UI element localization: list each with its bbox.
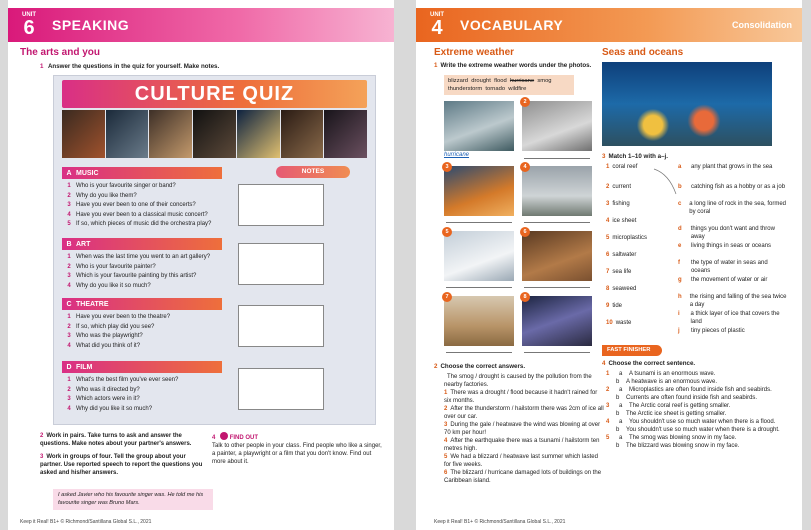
exercise-instruction: Choose the correct sentence. [608, 360, 696, 367]
question: 5 If so, which pieces of music did the orchestra play? [67, 221, 212, 228]
match-definition: catching fish as a hobby or as a job [691, 184, 786, 190]
photo-number: 7 [442, 292, 452, 302]
question: 4 Have you ever been to a classical music concert? [67, 211, 208, 218]
question: 1 What's the best film you've ever seen? [67, 377, 179, 383]
question: 3 Which actors were in it? [67, 396, 140, 403]
word: thunderstorm [448, 86, 483, 93]
category-letter: C [66, 300, 72, 308]
photo-concert [62, 110, 105, 158]
exercise-instruction: Answer the questions in the quiz for yourself. Make notes. [47, 63, 220, 70]
photo-hurricane [444, 101, 514, 151]
unit-badge [14, 12, 44, 38]
word-box [444, 75, 574, 95]
question: 4 What did you think of it? [67, 342, 141, 349]
category-film [62, 361, 222, 373]
art-questions [62, 253, 237, 291]
sentence: 5 We had a blizzard / heatwave last summer which lasted for five weeks. [444, 453, 598, 468]
question: 1 When was the last time you went to an art gallery? [67, 254, 211, 260]
question: 1 Have you ever been to the theatre? [67, 314, 171, 320]
sentence-option[interactable]: The smog was blowing snow in my face. [629, 434, 737, 441]
sentence-option[interactable]: The blizzard was blowing snow in my face. [626, 442, 740, 449]
exercise-number: 3 [602, 153, 606, 160]
match-right-column: a any plant that grows in the sea b catching fish as a hobby or as a job c a long line of rock in the sea, formed by coral d things you don't want and throw away e living things in seas or oceans f the type of water in seas and oceans g the movement of water or air h the rising and falling of the sea twice a day i a thick layer of ice that covers the land j tiny pieces of plastic [678, 164, 788, 340]
photo-theatre [281, 110, 324, 158]
notes-box-art[interactable] [238, 243, 324, 285]
sentence: The smog / drought is caused by the pollution from the nearby factories. [444, 374, 592, 388]
answer-line[interactable] [446, 222, 512, 223]
exercise-3 [40, 453, 208, 477]
category-letter: D [66, 363, 72, 371]
match-term: fishing [612, 201, 630, 207]
photo-film [324, 110, 367, 158]
magnifier-icon [220, 432, 228, 440]
find-out-label: FIND OUT [229, 435, 259, 441]
sentence-option[interactable]: The Arctic coral reef is getting smaller. [629, 402, 731, 409]
word: drought [471, 78, 491, 84]
left-page [8, 0, 394, 530]
photo-coral-reef [602, 62, 772, 146]
question: 2 If so, which play did you see? [67, 323, 155, 330]
exercise-number: 1 [40, 63, 44, 70]
right-page [416, 0, 802, 530]
notes-box-theatre[interactable] [238, 305, 324, 347]
photo-painting [237, 110, 280, 158]
question: 3 Have you ever been to one of their concerts? [67, 202, 196, 209]
word: smog [537, 78, 552, 84]
category-name: THEATRE [76, 300, 109, 308]
exercise-2 [40, 432, 208, 448]
word: wildfire [508, 86, 527, 93]
unit-label: UNIT [430, 12, 444, 18]
photo-wildfire [444, 166, 514, 216]
sentence-option[interactable]: The Arctic ice sheet is getting smaller. [626, 410, 727, 417]
sentence-option[interactable]: Microplastics are often found inside fish and seabirds. [629, 386, 772, 393]
photo-singer [106, 110, 149, 158]
notes-box-film[interactable] [238, 368, 324, 410]
find-out-box [212, 432, 382, 466]
film-questions [62, 376, 237, 414]
match-example-line [644, 164, 684, 204]
word-used: hurricane [509, 78, 535, 84]
sentence-option[interactable]: You shouldn't use so much water when there is a flood. [629, 418, 776, 425]
match-left-column: 1 coral reef 2 current 3 fishing 4 ice sheet 5 microplastics 6 saltwater 7 sea life 8 seaweed 9 tide 10 waste [606, 164, 648, 326]
quiz-title: CULTURE QUIZ [62, 80, 367, 108]
photo-tornado [522, 166, 592, 216]
question: 3 Who was the playwright? [67, 333, 143, 340]
photo-blizzard [444, 231, 514, 281]
page-title: SPEAKING [52, 17, 130, 33]
exercise-instruction: Work in groups of four. Tell the group about your partner. Use reported speech to report the questions you asked and his/her answers. [40, 454, 203, 477]
photo-thunderstorm [522, 296, 592, 346]
match-definition: any plant that grows in the sea [691, 164, 773, 170]
word: tornado [485, 86, 506, 93]
exercise-number: 3 [40, 454, 44, 460]
category-name: ART [76, 240, 91, 248]
match-term: current [612, 184, 632, 190]
match-definition: the type of water in seas and oceans [690, 260, 768, 274]
culture-quiz [53, 75, 376, 425]
question: 2 Who was it directed by? [67, 386, 140, 393]
category-name: MUSIC [76, 169, 99, 177]
match-term: tide [612, 303, 623, 309]
answer-line[interactable] [524, 222, 590, 223]
answer-line[interactable] [524, 287, 590, 288]
word: blizzard [448, 78, 468, 84]
question: 1 Who is your favourite singer or band? [67, 183, 176, 189]
question: 4 Why did you like it so much? [67, 405, 153, 412]
exercise-number: 1 [434, 62, 438, 69]
question: 4 Why do you like it so much? [67, 282, 151, 289]
photo-orchestra [193, 110, 236, 158]
unit-number: 6 [23, 17, 35, 39]
photo-smog [522, 101, 592, 151]
unit-number: 4 [431, 17, 443, 39]
category-art [62, 238, 222, 250]
sentence: 6 The blizzard / hurricane damaged lots of buildings on the Caribbean island. [444, 469, 602, 484]
exercise-instruction: Write the extreme weather words under the photos. [440, 62, 592, 69]
photo-number: 2 [520, 97, 530, 107]
exercise-number: 2 [434, 363, 438, 370]
answer-line[interactable] [524, 352, 590, 353]
theatre-questions [62, 313, 237, 351]
sentence: 4 After the earthquake there was a tsunami / hailstorm ten metres high. [444, 437, 600, 452]
sentence-option[interactable]: Currents are often found inside fish and seabirds. [626, 394, 758, 401]
photo-guitarist [149, 110, 192, 158]
page-header [8, 8, 394, 42]
exercise-number: 2 [40, 433, 44, 439]
match-definition: living things in seas or oceans [691, 243, 772, 249]
category-theatre [62, 298, 222, 310]
exercise-instruction: Match 1–10 with a–j. [608, 153, 668, 160]
page-subtitle: Consolidation [732, 20, 792, 30]
match-term: coral reef [612, 164, 638, 170]
section-title-weather: Extreme weather [434, 47, 515, 58]
exercise-instruction: Choose the correct answers. [440, 363, 526, 370]
category-letter: A [66, 169, 72, 177]
notes-label: NOTES [276, 166, 350, 178]
match-definition: a long line of rock in the sea, formed by coral [689, 201, 786, 215]
word: flood [494, 78, 507, 84]
exercise-instruction: Work in pairs. Take turns to ask and answer the questions. Make notes about your partner's answers. [40, 433, 192, 448]
sentence: 3 During the gale / heatwave the wind was blowing at over 70 km per hour! [444, 421, 601, 436]
section-title: The arts and you [20, 47, 101, 58]
photo-flood [522, 231, 592, 281]
photo-number: 8 [520, 292, 530, 302]
photo-number: 3 [442, 162, 452, 172]
photo-number: 4 [520, 162, 530, 172]
match-definition: a thick layer of ice that covers the land [690, 311, 780, 325]
match-definition: things you don't want and throw away [690, 226, 775, 240]
find-out-text: Talk to other people in your class. Find people who like a singer, a painter, a playwright or a film that you don't know. Find out more about it. [212, 443, 382, 466]
match-term: seaweed [612, 286, 637, 292]
exercise-number: 4 [212, 435, 216, 441]
example-quote: I asked Javier who his favourite singer was. He told me his favourite singer was Bruno Mars. [53, 489, 213, 510]
page-header [416, 8, 802, 42]
quiz-photo-strip [62, 110, 367, 158]
match-term: ice sheet [612, 218, 637, 224]
photo-number: 5 [442, 227, 452, 237]
question: 2 Why do you like them? [67, 192, 137, 199]
unit-label: UNIT [22, 12, 36, 18]
footer: Keep it Real! B1+ © Richmond/Santillana Global S.L., 2021 [20, 519, 152, 525]
fast-finisher-banner: FAST FINISHER [602, 345, 662, 356]
sentence: 1 There was a drought / flood because it hadn't rained for six months. [444, 389, 598, 404]
music-questions [62, 182, 237, 230]
exercise-2-list [444, 374, 604, 486]
exercise-4-list: 1 a A tsunami is an enormous wave. b A heatwave is an enormous wave. 2 a Microplastics are often found inside fish and seabirds. b Currents are often found inside fish and seabirds. 3 a The Arctic coral reef is getting smaller. b The Arctic ice sheet is getting smaller. 4 a You shouldn't use so much water when there is a flood. b You shouldn't use so much water when there is a drought. 5 a The smog was blowing snow in my face. b The blizzard was blowing snow in my face. [606, 371, 780, 449]
match-definition: the rising and falling of the sea twice a day [689, 294, 787, 308]
page-title: VOCABULARY [460, 17, 564, 33]
footer: Keep it Real! B1+ © Richmond/Santillana Global S.L., 2021 [434, 519, 566, 525]
match-term: saltwater [612, 252, 637, 258]
answer-line[interactable] [524, 158, 590, 159]
answer-line[interactable] [446, 352, 512, 353]
answer-line[interactable] [446, 287, 512, 288]
photo-number: 6 [520, 227, 530, 237]
section-title-seas: Seas and oceans [602, 47, 684, 58]
question: 2 Who is your favourite painter? [67, 263, 156, 270]
sentence-option[interactable]: A heatwave is an enormous wave. [626, 378, 718, 385]
match-term: waste [615, 320, 632, 326]
category-music [62, 167, 222, 179]
match-definition: tiny pieces of plastic [691, 328, 745, 334]
photo-drought [444, 296, 514, 346]
category-letter: B [66, 240, 72, 248]
exercise-number: 4 [602, 360, 606, 367]
unit-badge [422, 12, 452, 38]
question: 3 Which is your favourite painting by this artist? [67, 273, 197, 280]
notes-box-music[interactable] [238, 184, 324, 226]
sentence: 2 After the thunderstorm / hailstorm there was 2cm of ice all over our car. [444, 405, 604, 420]
sentence-option[interactable]: A tsunami is an enormous wave. [629, 371, 716, 377]
category-name: FILM [76, 363, 93, 371]
photo-1-answer: hurricane [444, 152, 470, 158]
match-definition: the movement of water or air [691, 277, 768, 283]
match-term: microplastics [612, 235, 648, 241]
sentence-option[interactable]: You shouldn't use so much water when there is a drought. [626, 426, 780, 433]
match-term: sea life [612, 269, 632, 275]
